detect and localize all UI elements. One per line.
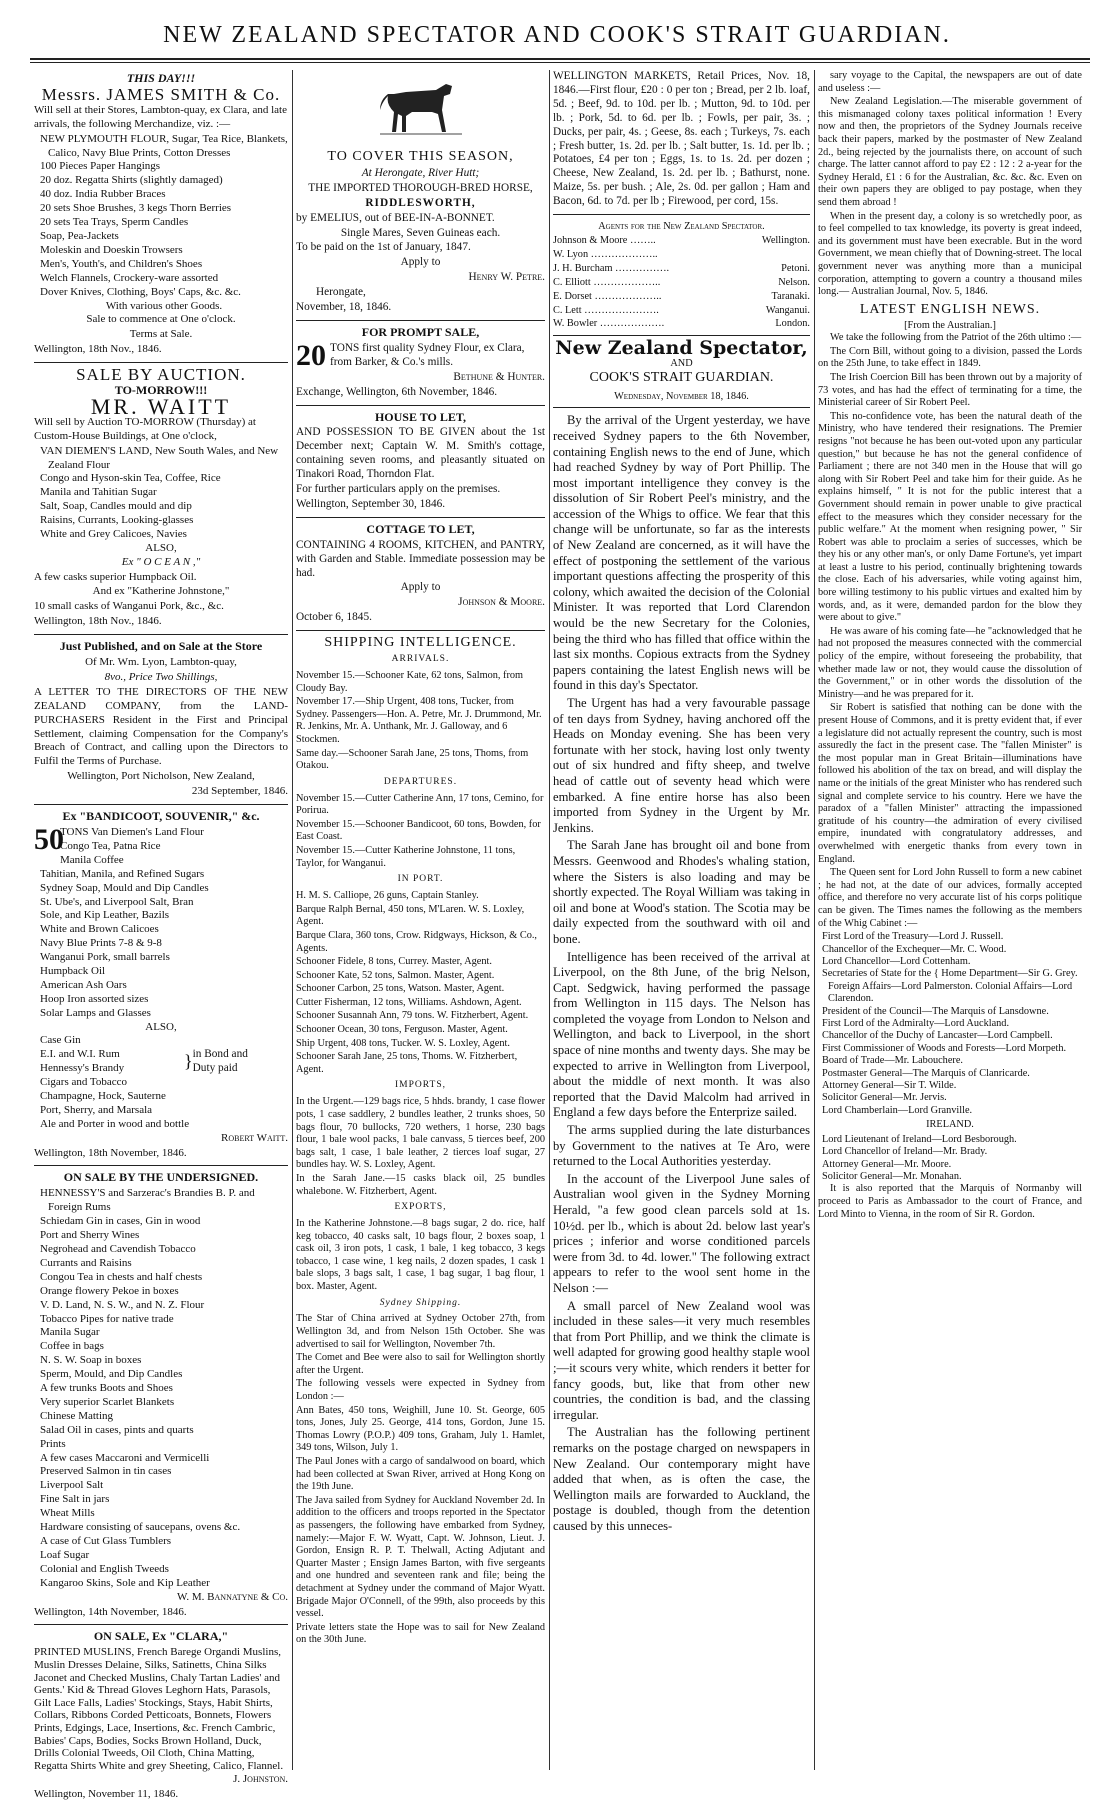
agent-name: E. Dorset ……………….. bbox=[553, 290, 662, 302]
list-item: Kangaroo Skins, Sole and Kip Leather bbox=[40, 1576, 210, 1589]
list-item: Secretaries of State for the { Home Department—Sir G. Grey. Foreign Affairs—Lord Palmerston. Colonial Affairs—Lord Clarendon. bbox=[822, 968, 1078, 1005]
editorial-paragraph: In the account of the Liverpool June sales of Australian wool given in the Sydney Morning Herald, "a few good clean parcels sold at 1s. 10½d. per lb., which is about 2d. below last year's prices ; inferior and worse conditioned parcels were from 3d. to 4d. lower." The following extract appears to refer to the wool sent home in the Nelson :— bbox=[553, 1171, 810, 1295]
list-item: In the Urgent.—129 bags rice, 5 hhds. brandy, 1 case flower pots, 1 case saddlery, 2 bundles leather, 2 trunks shoes, 50 bags flour, 70 bullocks, 720 wethers, 1 horse, 230 bags flour, 1 bale wool packs, 1 bale canvass, 5 tierces beef, 200 bags salt, 1 case, 1 bale leather, 2 tierces loaf sugar, 27 bundles hay. W. S. Loxley, Agent. bbox=[296, 1096, 545, 1171]
list-item: White and Brown Calicoes bbox=[40, 923, 159, 936]
list-item: TONS Van Diemen's Land Flour bbox=[60, 826, 204, 838]
ad-terms: Terms at Sale. bbox=[129, 328, 193, 341]
list-item: American Ash Oars bbox=[40, 978, 127, 991]
ad-date: Wellington, Port Nicholson, New Zealand, bbox=[67, 770, 255, 783]
agent-name: J. H. Burcham ……………. bbox=[553, 262, 670, 274]
editorial-paragraph: A small parcel of New Zealand wool was included in these sales—it very much resembles that from Port Phillip, and we think the climate is well adapted for growing good healthy staple wool ;—it scours very white, which renders it better for fancy goods, but, like that from other new countries, the condition is bad, and the classing irregular. bbox=[553, 1298, 810, 1422]
ad-apply: Apply to bbox=[400, 256, 441, 269]
list-item: With various other Goods. bbox=[105, 299, 223, 312]
agents-title: Agents for the New Zealand Spectator. bbox=[598, 221, 765, 233]
imports-list bbox=[296, 1096, 545, 1198]
ad-items bbox=[34, 1187, 288, 1590]
list-item: Lord Chamberlain—Lord Granville. bbox=[822, 1104, 973, 1116]
masthead-rule-thin bbox=[30, 62, 1090, 63]
list-item: First Commissioner of Woods and Forests—Lord Morpeth. bbox=[822, 1042, 1067, 1054]
editorial-paragraph: The arms supplied during the late disturbances by Government to the natives at Te Aro, were returned to the Local Authorities yesterday. bbox=[553, 1123, 810, 1169]
list-item: Chinese Matting bbox=[40, 1409, 114, 1422]
article-paragraph: We take the following from the Patriot of the 26th ultimo :— bbox=[830, 332, 1082, 344]
list-item: Schooner Carbon, 25 tons, Watson. Master, Agent. bbox=[296, 983, 505, 995]
list-item: Salt, Soap, Candles mould and dip bbox=[40, 500, 192, 513]
list-item: Soap, Pea-Jackets bbox=[40, 229, 119, 242]
horse-icon bbox=[376, 74, 466, 144]
list-item: Raisins, Currants, Looking-glasses bbox=[40, 514, 194, 527]
list-item: Private letters state the Hope was to sail for New Zealand on the 30th June. bbox=[296, 1621, 545, 1646]
ad-by: by EMELIUS, out of BEE-IN-A-BONNET. bbox=[296, 211, 495, 224]
list-item: Wheat Mills bbox=[40, 1507, 95, 1520]
list-item: Barque Ralph Bernal, 450 tons, M'Laren. W. S. Loxley, Agent. bbox=[296, 903, 525, 928]
article-paragraph: The Corn Bill, without going to a division, passed the Lords on the 25th June, to take effect in 1849. bbox=[818, 345, 1082, 370]
ad-title: Ex "BANDICOOT, SOUVENIR," &c. bbox=[62, 809, 260, 824]
list-item: In the Katherine Johnstone.—8 bags sugar, 2 do. rice, half keg tobacco, 40 casks salt, 10 bags flour, 2 boxes soap, 1 cask oil, 3 iron pots, 1 cask, 1 bale, 1 keg tobacco, 3 kegs tobacco, 1 case wine, 1 keg nails, 2 dozen spades, 1 cask 1 bale slops, 3 bags salt, 1 case, 1 bag sugar, 1 bag flour, 1 box. Master, Agent. bbox=[296, 1218, 545, 1292]
agent-row bbox=[553, 290, 810, 304]
ad-title: HOUSE TO LET, bbox=[374, 409, 467, 424]
editorial bbox=[553, 413, 810, 1534]
ad-text: THE IMPORTED THOROUGH-BRED HORSE, bbox=[308, 181, 533, 194]
list-item: Tahitian, Manila, and Refined Sugars bbox=[40, 867, 205, 880]
list-item: 20 sets Shoe Brushes, 3 kegs Thorn Berries bbox=[40, 202, 232, 215]
list-item: Tobacco Pipes for native trade bbox=[40, 1312, 174, 1325]
ad-signer: Bethune & Hunter. bbox=[453, 370, 545, 383]
list-item: White and Grey Calicoes, Navies bbox=[40, 528, 187, 541]
ad-date: Wellington, 18th Nov., 1846. bbox=[34, 343, 162, 356]
editorial-paragraph: By the arrival of the Urgent yesterday, we have received Sydney papers to the 6th November, containing English news to the end of June, which had reached Sydney by way of Port Phillip. The most important intelligence they convey is the dissolution of Sir Robert Peel's ministry, and the accession of the Whigs to office. We fear that this change will be unfortunate, so far as the interests of New Zealand are concerned, as it will have the effect of postponing the settlement of the various important questions affecting the prosperity of this colony, which awaited the decision of the Colonial Minister. It was reported that Lord Clarendon would be the new Secretary for the Colonies, being the third who has filled that office within the last six months. Copious extracts from the Sydney papers containing the latest English news will be found in this day's Spectator. bbox=[553, 413, 810, 693]
list-item: The Star of China arrived at Sydney October 27th, from Wellington 3d, and from Nelson 15th October. She was advertised to sail for Wellington, November 7th. bbox=[296, 1313, 545, 1350]
ad-bandicoot bbox=[34, 810, 288, 1166]
ad-of: Of Mr. Wm. Lyon, Lambton-quay, bbox=[85, 656, 237, 669]
ad-text: PRINTED MUSLINS, French Barege Organdi Muslins, Muslin Dresses Delaine, Silks, Satinetts, China Silks Jaconet and Checked Muslins, Chaly Tartan Ladies' and Gents.' Kid & Thread Gloves Leghorn Hats, Parasols, Gilt Lace Falls, Ladies' Stockings, Stays, Habit Shirts, Collars, Ribbons Corded Petticoats, Bonnets, Flowers Prints, Edgings, Lace, Insertions, &c. French Cambric, Babies' Caps, Bodies, Socks Brown Holland, Duck, Drills Colonial Tweeds, Oil Cloth, China Matting, Regatta Shirts White and grey Sheeting, Calico, Flannel. bbox=[34, 1646, 284, 1772]
list-item: Cigars and Tobacco bbox=[40, 1076, 128, 1088]
ad-intro: Will sell by Auction TO-MORROW (Thursday) at Custom-House Buildings, at One o'clock, bbox=[34, 415, 256, 442]
ad-title: COTTAGE TO LET, bbox=[366, 521, 475, 536]
agent-name: W. Lyon ……………….. bbox=[553, 248, 658, 260]
ad-text: CONTAINING 4 ROOMS, KITCHEN, and PANTRY, with Garden and Stable. Immediate possession may be had. bbox=[296, 538, 545, 579]
agent-row bbox=[553, 234, 810, 248]
ad-house-to-let bbox=[296, 411, 545, 518]
list-item: Manila Coffee bbox=[60, 853, 124, 866]
shipping-intelligence bbox=[296, 636, 545, 1647]
list-item: First Lord of the Admiralty—Lord Auckland. bbox=[822, 1017, 1010, 1029]
agent-name: W. Bowler ………………. bbox=[553, 318, 665, 330]
ad-horse bbox=[296, 74, 545, 321]
ad-price: 8vo., Price Two Shillings, bbox=[104, 670, 218, 683]
ad-number: 20 bbox=[296, 338, 326, 372]
ad-sub: TO-MORROW!!! bbox=[114, 383, 208, 398]
wellington-markets bbox=[553, 70, 810, 215]
list-item: Lord Chancellor—Lord Cottenham. bbox=[822, 955, 971, 967]
agents-list bbox=[553, 220, 810, 336]
list-item: Sole, and Kip Leather, Bazils bbox=[40, 909, 170, 922]
list-item: Men's, Youth's, and Children's Shoes bbox=[40, 257, 203, 270]
list-item: 20 sets Tea Trays, Sperm Candles bbox=[40, 216, 189, 229]
list-item: November 15.—Cutter Katherine Johnstone, 11 tons, Taylor, for Wanganui. bbox=[296, 845, 516, 869]
agent-row bbox=[553, 304, 810, 318]
section-title: SHIPPING INTELLIGENCE. bbox=[324, 635, 517, 651]
list-item: Port, Sherry, and Marsala bbox=[40, 1103, 153, 1116]
list-item: Negrohead and Cavendish Tobacco bbox=[40, 1242, 196, 1255]
list-item: Congo Tea, Patna Rice bbox=[60, 839, 161, 852]
list-item: 100 Pieces Paper Hangings bbox=[40, 160, 161, 173]
list-item: VAN DIEMEN'S LAND, New South Wales, and New Zealand Flour bbox=[40, 444, 279, 471]
list-item: November 15.—Cutter Catherine Ann, 17 tons, Cemino, for Porirua. bbox=[296, 792, 544, 817]
article-paragraph: New Zealand Legislation.—The miserable government of this mismanaged colony taxes political information ! Every now and then, the proprietors of the Sydney Journals receive back their papers, marked by the postmaster of New Zealand 2d., being rejected by the journalists there, on account of such charge. The latter cannot afford to pay £2 : 12 : 2 a-year for the Sydney Herald, £1 : 6 for the Australian, &c. &c. &c. Even on their own papers they are obliged to pay postage, when they send them abroad ! bbox=[818, 96, 1082, 208]
ad-cottage-to-let bbox=[296, 523, 545, 631]
exports-list bbox=[296, 1218, 545, 1294]
ad-title: SALE BY AUCTION. bbox=[76, 365, 246, 385]
list-item: Lord Chancellor of Ireland—Mr. Brady. bbox=[822, 1146, 988, 1158]
list-item: Schooner Fidele, 8 tons, Currey. Master, Agent. bbox=[296, 956, 492, 968]
column-4 bbox=[818, 70, 1082, 1770]
ad-paid: To be paid on the 1st of January, 1847. bbox=[296, 241, 471, 254]
ad-title: FOR PROMPT SALE, bbox=[361, 324, 480, 339]
list-item: November 15.—Schooner Kate, 62 tons, Salmon, from Cloudy Bay. bbox=[296, 670, 524, 694]
ad-prompt-sale bbox=[296, 326, 545, 406]
list-item: E.I. and W.I. Rum bbox=[40, 1048, 120, 1061]
subsection-title: IN PORT. bbox=[397, 874, 444, 885]
list-item: Prints bbox=[40, 1437, 66, 1450]
list-item: Currants and Raisins bbox=[40, 1256, 132, 1269]
closing-paragraph bbox=[818, 1183, 1082, 1221]
ad-date: 23d September, 1846. bbox=[191, 785, 288, 798]
list-item: Chancellor of the Exchequer—Mr. C. Wood. bbox=[822, 943, 1007, 955]
list-item: The Paul Jones with a cargo of sandalwood on board, which had been collected at Swan River, arrived at Hong Kong on the 19th June. bbox=[296, 1456, 545, 1493]
article-paragraph: It is also reported that the Marquis of Normanby will proceed to Paris as Ambassador to the court of France, and Lord Minto to Vienna, in the room of Sir R. Gordon. bbox=[818, 1183, 1082, 1220]
list-item: The Java sailed from Sydney for Auckland November 2d. In addition to the officers and troops reported in the Spectator as passengers, the following have embarked from Sydney, namely:—Major F. W. Wyatt, Capt. W. Johnson, Lieut. J. Gordon, Ensign R. P. T. Thelwall, Acting Adjutant and Quarter Master ; Ensign James Barton, with five sergeants and one hundred and seventeen rank and file; being the detachment at Sydney under the command of Major Wyatt. Brigade Major O'Connell, of the 99th, also proceeds by this vessel. bbox=[296, 1494, 545, 1620]
ad-title: ON SALE BY THE UNDERSIGNED. bbox=[63, 1170, 259, 1185]
list-item: Colonial and English Tweeds bbox=[40, 1562, 169, 1575]
list-item: HENNESSY'S and Sarzerac's Brandies B. P. and Foreign Rums bbox=[40, 1187, 255, 1214]
list-item: Wanganui Pork, small barrels bbox=[40, 951, 170, 964]
sydney-shipping bbox=[296, 1313, 545, 1646]
agent-place: Nelson. bbox=[778, 276, 810, 288]
list-item: Hennessy's Brandy bbox=[40, 1062, 125, 1075]
agent-place: Petoni. bbox=[781, 262, 810, 274]
list-item: Same day.—Schooner Sarah Jane, 25 tons, Thoms, from Otakou. bbox=[296, 747, 529, 772]
list-item: Lord Lieutenant of Ireland—Lord Besborough. bbox=[822, 1133, 1017, 1145]
list-item: November 17.—Ship Urgent, 408 tons, Tucker, from Sydney. Passengers—Hon. A. Petre, Mr. J. Drummond, Mr. R. Jenkins, Mr. A. Unthank, Mr. J. Galloway, and 6 Stockmen. bbox=[296, 696, 542, 745]
agent-name: C. Elliott ……………….. bbox=[553, 276, 661, 288]
ad-waitt-auction bbox=[34, 365, 288, 635]
legislation-article bbox=[818, 70, 1082, 299]
list-item: Congo and Hyson-skin Tea, Coffee, Rice bbox=[40, 472, 221, 485]
list-item: Port and Sherry Wines bbox=[40, 1229, 140, 1242]
list-item: Fine Salt in jars bbox=[40, 1493, 110, 1506]
news-article bbox=[818, 332, 1082, 930]
ad-apply: Apply to bbox=[400, 581, 441, 594]
list-item: Navy Blue Prints 7-8 & 9-8 bbox=[40, 937, 162, 950]
list-item: Ale and Porter in wood and bottle bbox=[40, 1117, 190, 1130]
ad-line: 10 small casks of Wanganui Pork, &c., &c. bbox=[34, 600, 224, 613]
ad-also: ALSO, bbox=[145, 542, 177, 554]
ad-firm: Messrs. JAMES SMITH & Co. bbox=[41, 84, 281, 104]
list-item: Case Gin bbox=[40, 1034, 81, 1047]
list-item: Attorney General—Mr. Moore. bbox=[822, 1158, 952, 1170]
masthead-rule bbox=[30, 58, 1090, 60]
ad-bond: in Bond and Duty paid bbox=[192, 1048, 248, 1075]
agent-place: Taranaki. bbox=[771, 290, 810, 302]
list-item: Ship Urgent, 408 tons, Tucker. W. S. Loxley, Agent. bbox=[296, 1037, 510, 1049]
list-item: Schooner Ocean, 30 tons, Ferguson. Master, Agent. bbox=[296, 1024, 508, 1036]
ad-line: A few casks superior Humpback Oil. bbox=[34, 570, 197, 583]
list-item: Dover Knives, Clothing, Boys' Caps, &c. &c. bbox=[40, 285, 241, 298]
subsection-title: EXPORTS, bbox=[394, 1202, 447, 1213]
ad-intro: Will sell at their Stores, Lambton-quay, ex Clara, and late arrivals, the following Merchandize, viz. :— bbox=[34, 103, 287, 130]
article-paragraph: sary voyage to the Capital, the newspapers are out of date and useless :— bbox=[818, 70, 1082, 94]
column-separator bbox=[549, 70, 550, 1770]
list-item: Sperm, Mould, and Dip Candles bbox=[40, 1368, 183, 1381]
list-item: Barque Clara, 360 tons, Crow. Ridgways, Hickson, & Co., Agents. bbox=[296, 929, 538, 954]
source-note: [From the Australian.] bbox=[904, 319, 996, 331]
ad-line: And ex "Katherine Johnstone," bbox=[92, 585, 230, 598]
agent-row bbox=[553, 317, 810, 331]
list-item: A few cases Maccaroni and Vermicelli bbox=[40, 1451, 210, 1464]
list-item: Solar Lamps and Glasses bbox=[40, 1006, 151, 1019]
agent-row bbox=[553, 276, 810, 290]
list-item: President of the Council—The Marquis of Lansdowne. bbox=[822, 1005, 1049, 1017]
cabinet-list bbox=[818, 931, 1082, 1117]
ireland-list bbox=[818, 1134, 1082, 1184]
ad-number: 50 bbox=[34, 823, 64, 856]
list-item: Chancellor of the Duchy of Lancaster—Lord Campbell. bbox=[822, 1030, 1053, 1042]
arrivals-list bbox=[296, 670, 545, 773]
list-item: Champagne, Hock, Sauterne bbox=[40, 1089, 166, 1102]
ad-date: Wellington, 18th Nov., 1846. bbox=[34, 615, 162, 628]
ad-items bbox=[34, 1090, 288, 1132]
ad-terms: Single Mares, Seven Guineas each. bbox=[340, 226, 501, 239]
article-paragraph: The Queen sent for Lord John Russell to form a new cabinet ; he had not, at the date of our advices, formally accepted office, and therefore no very accurate list of his corps politique can be given. The Times names the following as the members of the Whig Cabinet :— bbox=[818, 867, 1082, 929]
ad-signer: Robert Waitt. bbox=[221, 1131, 288, 1144]
editorial-paragraph: Intelligence has been received of the arrival at Liverpool, on the 8th June, of the brig Nelson, Capt. Sedgwick, having performed the passage from Wellington in 115 days. The Nelson has completed the voyage from London to Nelson and Wellington, and back to Liverpool, in the short space of nine months and twenty days. She may be expected to arrive in Wellington from Liverpool, about the middle of next month. It was also reported that the David Malcolm had arrived in England a few days before the Enterprize sailed. bbox=[553, 949, 810, 1120]
ad-james-smith bbox=[34, 72, 288, 363]
paper-title-block bbox=[553, 337, 810, 408]
paper-title: New Zealand Spectator, bbox=[555, 337, 808, 360]
list-item: Cutter Fisherman, 12 tons, Williams. Ashdown, Agent. bbox=[296, 996, 522, 1008]
list-item: A case of Cut Glass Tumblers bbox=[40, 1535, 172, 1547]
subsection-title: Sydney Shipping. bbox=[379, 1297, 462, 1308]
list-item: Welch Flannels, Crockery-ware assorted bbox=[40, 271, 219, 284]
agent-place: Wanganui. bbox=[765, 304, 810, 316]
list-item: A few trunks Boots and Shoes bbox=[40, 1382, 173, 1395]
agent-name: C. Lett …………………. bbox=[553, 304, 659, 316]
agent-place: Wellington. bbox=[761, 234, 810, 246]
list-item: 20 doz. Regatta Shirts (slightly damaged) bbox=[40, 174, 223, 187]
article-paragraph: When in the present day, a colony is so wretchedly poor, as to feel compelled to tax knowledge, its poverty is great indeed, and its government must have been execrable. But in the word Government, we mean chiefly that of Downing-street. The local government never was anything more than a municipal corporation, attempting to govern a country a thousand miles long.— Australian Journal, Nov. 5, 1846. bbox=[818, 210, 1083, 298]
list-item: Coffee in bags bbox=[40, 1340, 104, 1353]
list-item: Orange flowery Pekoe in boxes bbox=[40, 1284, 179, 1297]
list-item: Board of Trade—Mr. Labouchere. bbox=[822, 1055, 963, 1067]
subsection-title: IMPORTS, bbox=[395, 1080, 446, 1091]
list-item: Ann Bates, 450 tons, Weighill, June 10. St. George, 605 tons, Jones, July 25. George, 414 tons, Gordon, June 15. Thomas Lowry (P.O.P.) 409 tons, Graham, July 1. Hamlet, 349 tons, Wilson, July 1. bbox=[296, 1404, 545, 1454]
list-item: Attorney General—Sir T. Wilde. bbox=[822, 1079, 957, 1091]
list-item: NEW PLYMOUTH FLOUR, Sugar, Tea Rice, Blankets, Calico, Navy Blue Prints, Cotton Dresses bbox=[40, 132, 288, 159]
list-item: In the Sarah Jane.—15 casks black oil, 25 bundles whalebone. W. Fitzherbert, Agent. bbox=[296, 1172, 545, 1197]
ad-signer: J. Johnston. bbox=[233, 1773, 288, 1786]
ad-signer: Johnson & Moore. bbox=[458, 596, 545, 609]
ad-items bbox=[34, 823, 288, 1021]
subsection-title: ARRIVALS. bbox=[391, 654, 450, 665]
list-item: V. D. Land, N. S. W., and N. Z. Flour bbox=[40, 1298, 205, 1311]
column-separator bbox=[292, 70, 293, 1770]
ad-text: AND POSSESSION TO BE GIVEN about the 1st December next; Captain W. M. Smith's cottage, containing seven rooms, and pleasantly situated on Tinakori Road, Thorndon Flat. bbox=[296, 426, 545, 481]
ad-items bbox=[34, 445, 288, 542]
paper-and: AND bbox=[670, 358, 693, 370]
ad-date: October 6, 1845. bbox=[296, 611, 372, 624]
ad-clara bbox=[34, 1630, 288, 1802]
editorial-paragraph: The Urgent has had a very favourable passage of ten days from Sydney, having anchored off the Heads on Monday evening. She has been very fortunate with her stock, having lost only twenty out of six hundred and fifty sheep, and twelve head of cattle out of seventy head which were embarked. A fine entire horse has also been imported from Sydney in the Urgent by Mr. Jenkins. bbox=[553, 696, 810, 835]
masthead: NEW ZEALAND SPECTATOR AND COOK'S STRAIT GUARDIAN. bbox=[163, 22, 951, 48]
list-item: Salad Oil in cases, pints and quarts bbox=[40, 1423, 194, 1436]
ad-date: Wellington, 18th November, 1846. bbox=[34, 1146, 187, 1159]
agent-row bbox=[553, 248, 810, 262]
list-item: November 15.—Schooner Bandicoot, 60 tons, Bowden, for East Coast. bbox=[296, 818, 541, 843]
ad-date: November, 18, 1846. bbox=[296, 301, 392, 314]
ad-name: MR. WAITT bbox=[90, 393, 232, 419]
brace-icon: } bbox=[184, 1051, 193, 1072]
editorial-paragraph: The Sarah Jane has brought oil and bone from Messrs. Geenwood and Rhodes's whaling station, where the Sisters is also loading and may be shortly expected. The Royal William was taking in oil and bone at Wood's station. The Scotia may be daily expected from the southward with oil and bone. bbox=[553, 838, 810, 946]
inport-list bbox=[296, 890, 545, 1076]
list-item: The Comet and Bee were also to sail for Wellington shortly after the Urgent. bbox=[296, 1352, 545, 1376]
list-item: Schooner Kate, 52 tons, Salmon. Master, Agent. bbox=[296, 969, 495, 981]
list-item: The following vessels were expected in Sydney from London :— bbox=[296, 1378, 545, 1403]
ad-place2: Herongate, bbox=[316, 286, 366, 299]
list-item: Solicitor General—Mr. Monahan. bbox=[822, 1171, 962, 1182]
paper-date: Wednesday, November 18, 1846. bbox=[614, 390, 749, 402]
ad-text: A LETTER TO THE DIRECTORS OF THE NEW ZEALAND COMPANY, from the LAND-PURCHASERS Resident in the First and Principal Settlement, claiming Compensation for the Company's Breach of Contract, and calling upon the Directors to Fulfil the Terms of Purchase. bbox=[34, 685, 288, 768]
ad-date: Wellington, 14th November, 1846. bbox=[34, 1605, 187, 1618]
list-item: Hoop Iron assorted sizes bbox=[40, 992, 149, 1005]
ad-undersigned bbox=[34, 1171, 288, 1625]
article-paragraph: The Irish Coercion Bill has been thrown out by a majority of 73 votes, and has had the effect of terminating for a time, the Ministerial career of Sir Robert Peel. bbox=[818, 371, 1082, 409]
list-item: Schooner Sarah Jane, 25 tons, Thoms. W. Fitzherbert, Agent. bbox=[296, 1051, 518, 1075]
column-separator bbox=[814, 70, 815, 1770]
list-item: Manila and Tahitian Sugar bbox=[40, 486, 157, 499]
column-3 bbox=[553, 70, 810, 1770]
list-item: Very superior Scarlet Blankets bbox=[40, 1395, 175, 1408]
editorial-paragraph: The Australian has the following pertinent remarks on the postage charged on newspapers in New Zealand. Our contemporary might have added that when, as is often the case, the Wellington mails are forwarded to Auckland, the postage is doubled, though from the detention caused by this unneces- bbox=[553, 1425, 810, 1533]
list-item: Moleskin and Doeskin Trowsers bbox=[40, 243, 183, 256]
ad-title: TO COVER THIS SEASON, bbox=[327, 149, 514, 164]
article-paragraph: This no-confidence vote, has been the natural death of the Ministry, who have tendered their resignations. The Premier resigns "not because he has been out-voted upon any particular question," but because he has not the general confidence of Parliament ; there are not 340 men in the House that will go along with Sir Robert Peel and take him for their guide. As he explains himself, " It is not for the public interest that a Government should remain in power unable to give practical effect to the measures which they consider necessary for the public welfare." At the moment when resigning power, " Sir Robert was able to proclaim a series of successes, which be they his or any other man's, or only Dame Fortune's, yet impart at least a lustre to his period, continually brightening towards the close. Each of his adversaries, while voting against him, bore willing testimony to his public virtues and exalted him by words, and, as it were, demanded pardon for the blow they were about to give." bbox=[818, 410, 1082, 624]
ad-sale: Sale to commence at One o'clock. bbox=[86, 313, 236, 326]
ad-date: Exchange, Wellington, 6th November, 1846. bbox=[296, 385, 498, 398]
ad-also: ALSO, bbox=[145, 1020, 177, 1033]
list-item: Schiedam Gin in cases, Gin in wood bbox=[40, 1215, 201, 1228]
ad-date: Wellington, September 30, 1846. bbox=[296, 497, 446, 510]
subsection-title: IRELAND. bbox=[926, 1119, 974, 1131]
list-item: Postmaster General—The Marquis of Clanricarde. bbox=[822, 1067, 1030, 1079]
list-item: 40 doz. India Rubber Braces bbox=[40, 188, 166, 201]
list-item: H. M. S. Calliope, 26 guns, Captain Stanley. bbox=[296, 890, 479, 902]
list-item: St. Ube's, and Liverpool Salt, Bran bbox=[40, 895, 194, 908]
ad-ex: Ex " O C E A N ," bbox=[121, 555, 201, 568]
list-item: Preserved Salmon in tin cases bbox=[40, 1465, 172, 1478]
list-item: Schooner Susannah Ann, 79 tons. W. Fitzherbert, Agent. bbox=[296, 1010, 529, 1022]
ad-items bbox=[34, 133, 288, 314]
column-2 bbox=[296, 70, 545, 1770]
ad-items bbox=[34, 1034, 184, 1090]
list-item: Humpback Oil bbox=[40, 965, 106, 978]
agent-name: Johnson & Moore …….. bbox=[553, 234, 656, 246]
list-item: First Lord of the Treasury—Lord J. Russell. bbox=[822, 931, 1004, 943]
section-title: LATEST ENGLISH NEWS. bbox=[859, 301, 1041, 317]
ad-title: Just Published, and on Sale at the Store bbox=[59, 639, 263, 654]
ad-signer: Henry W. Petre. bbox=[468, 271, 545, 284]
column-1 bbox=[34, 70, 288, 1801]
ad-date: Wellington, November 11, 1846. bbox=[34, 1788, 179, 1801]
article-paragraph: Sir Robert is satisfied that nothing can be done with the present House of Commons, and it is pretty evident that, if ever a legislature did not actually represent the country, such is most assuredly the fact in the present case. The "fallen Minister" is the most popular man in Great Britain—illuminations have followed his abolition of the tax on bread, and will display the name or the initials of the great Minister who has rendered such signal and complete service to his country. Here we have the paradox of a "fallen Minister" attracting the impassioned gratitude of his country—the admiration of every civilised empire, inundated with congratulatory addresses, and overwhelmed with energetic thanks from every town in England. bbox=[818, 702, 1082, 865]
ad-horse-name: RIDDLESWORTH, bbox=[365, 196, 476, 209]
ad-signer: W. M. Bannatyne & Co. bbox=[177, 1590, 288, 1603]
subsection-title: DEPARTURES. bbox=[383, 776, 458, 787]
agent-row bbox=[553, 262, 810, 276]
list-item: Congou Tea in chests and half chests bbox=[40, 1270, 203, 1283]
agent-place: London. bbox=[775, 318, 810, 330]
list-item: Manila Sugar bbox=[40, 1326, 100, 1339]
list-item: Liverpool Salt bbox=[40, 1479, 104, 1492]
ad-bond-group bbox=[34, 1034, 288, 1090]
list-item: Loaf Sugar bbox=[40, 1548, 90, 1561]
paper-subtitle: COOK'S STRAIT GUARDIAN. bbox=[589, 369, 774, 385]
ad-place: At Herongate, River Hutt; bbox=[361, 166, 480, 179]
ad-title: THIS DAY!!! bbox=[126, 71, 196, 85]
markets-text: WELLINGTON MARKETS, Retail Prices, Nov. 18, 1846.—First flour, £20 : 0 per ton ; Bread, per 2 lb. loaf, 5d. ; Beef, 9d. to 10d. per lb. ; Mutton, 9d. to 10d. per lb. ; Pork, 5d. to 6d. per lb. ; Fowls, per pair, 3s. ; Ducks, per pair, 4s. ; Geese, 8s. each ; Turkeys, 7s. each ; Fresh butter, 1s. 2d. per lb. ; Salt butter, 1s. 1d. per lb. ; Potatoes, £4 per ton ; Eggs, 1s. to 1s. 2d. per dozen ; Cheese, New Zealand, 1s. 2d. per lb. ; Bathurst, none. Maize, 5s. per bush. ; Ale, 2s. 0d. per gallon ; Ham and Bacon, 6d. to 7d. per lb ; Firewood, per cord, 15s. bbox=[553, 70, 810, 208]
article-paragraph: He was aware of his coming fate—he "acknowledged that he had not proposed the measures connected with the commercial policy of the empire, without foreseeing the probability, that whether made law or not, they would cause the dissolution of the Government," or in other words the dissolution of the Ministry—and he was prepared for it. bbox=[818, 625, 1082, 700]
ad-text: TONS first quality Sydney Flour, ex Clara, from Barker, & Co.'s mills. bbox=[330, 341, 525, 368]
list-item: N. S. W. Soap in boxes bbox=[40, 1354, 142, 1367]
departures-list bbox=[296, 793, 545, 871]
ad-further: For further particulars apply on the premises. bbox=[296, 483, 501, 496]
list-item: Sydney Soap, Mould and Dip Candles bbox=[40, 881, 209, 894]
list-item: Solicitor General—Mr. Jervis. bbox=[822, 1092, 947, 1104]
ad-title: ON SALE, Ex "CLARA," bbox=[93, 1629, 229, 1644]
list-item: Hardware consisting of saucepans, ovens &c. bbox=[40, 1521, 241, 1534]
ad-lyon-letter bbox=[34, 640, 288, 805]
